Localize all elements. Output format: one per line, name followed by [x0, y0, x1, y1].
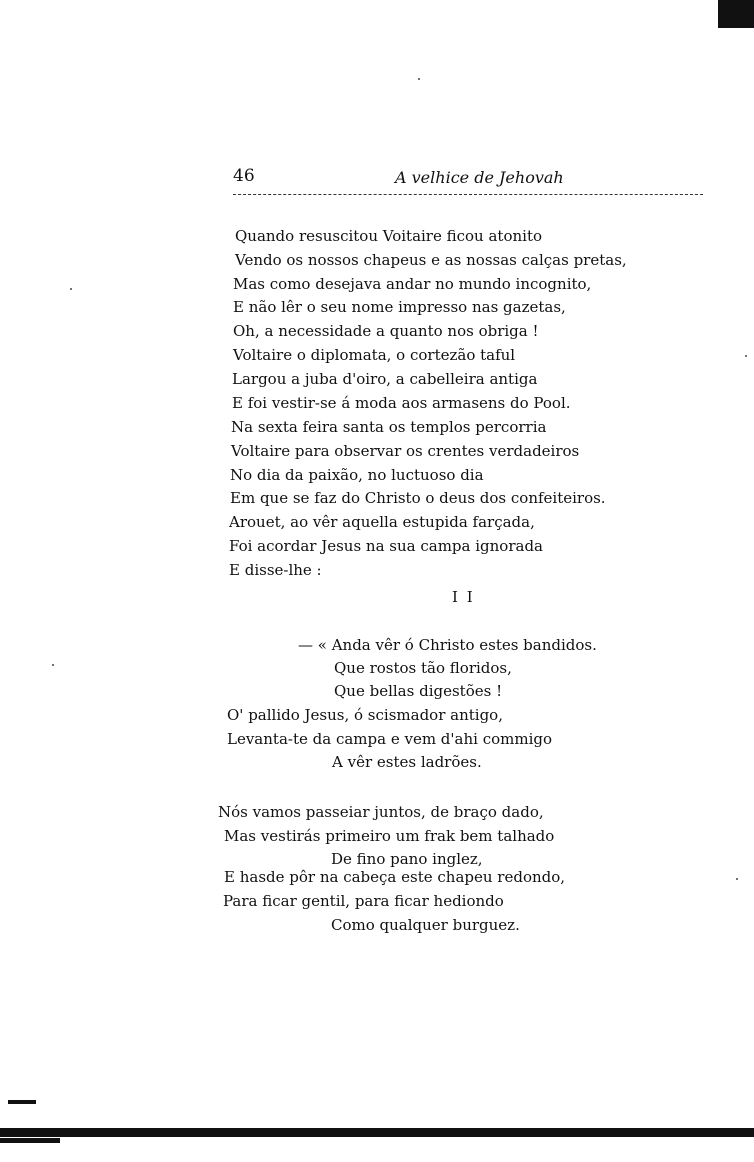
verse-line: A vêr estes ladrões.: [332, 753, 482, 771]
verse-line: Em que se faz do Christo o deus dos confeiteiros.: [230, 489, 606, 507]
verse-line: No dia da paixão, no luctuoso dia: [230, 466, 484, 484]
verse-line: Foi acordar Jesus na sua campa ignorada: [229, 537, 543, 555]
page-number: 46: [233, 166, 255, 186]
scan-speck-large: [8, 1100, 36, 1104]
verse-line: Que bellas digestões !: [334, 682, 503, 700]
scan-speck: [52, 664, 54, 666]
section-number: I I: [452, 588, 475, 606]
verse-line: E foi vestir-se á moda aos armasens do Pool.: [232, 394, 571, 412]
page-header: [233, 166, 703, 196]
scan-speck: [745, 355, 747, 357]
verse-line: Como qualquer burguez.: [331, 916, 520, 934]
header-rule: [233, 194, 703, 195]
verse-line: Para ficar gentil, para ficar hediondo: [223, 892, 504, 910]
verse-line: De fino pano inglez,: [331, 850, 483, 868]
verse-line: Mas vestirás primeiro um frak bem talhado: [224, 827, 555, 845]
verse-line: Arouet, ao vêr aquella estupida farçada,: [229, 513, 535, 531]
verse-line: Mas como desejava andar no mundo incognito,: [233, 275, 592, 293]
verse-line: Vendo os nossos chapeus e as nossas calças pretas,: [235, 251, 627, 269]
verse-line: Voltaire o diplomata, o cortezão taful: [233, 346, 516, 364]
verse-line: Oh, a necessidade a quanto nos obriga !: [233, 322, 539, 340]
scan-speck: [736, 878, 738, 880]
verse-line: Largou a juba d'oiro, a cabelleira antiga: [232, 370, 538, 388]
verse-line: E disse-lhe :: [229, 561, 322, 579]
scan-bottom-bar-left: [0, 1138, 60, 1143]
verse-line: E não lêr o seu nome impresso nas gazetas,: [233, 298, 566, 316]
verse-line: E hasde pôr na cabeça este chapeu redondo,: [224, 868, 566, 886]
verse-line: Voltaire para observar os crentes verdadeiros: [231, 442, 580, 460]
verse-line: Na sexta feira santa os templos percorria: [231, 418, 547, 436]
verse-line: O' pallido Jesus, ó scismador antigo,: [227, 706, 503, 724]
running-title: A velhice de Jehovah: [395, 168, 564, 187]
verse-line: Que rostos tão floridos,: [334, 659, 512, 677]
scan-speck: [418, 78, 420, 80]
scan-edge-mark: [718, 0, 754, 28]
verse-line: Levanta-te da campa e vem d'ahi commigo: [227, 730, 553, 748]
verse-line: Nós vamos passeiar juntos, de braço dado,: [218, 803, 544, 821]
verse-line: Quando resuscitou Voitaire ficou atonito: [235, 227, 543, 245]
scan-speck: [70, 288, 72, 290]
verse-line: — « Anda vêr ó Christo estes bandidos.: [298, 636, 597, 654]
scan-bottom-bar: [0, 1128, 754, 1137]
